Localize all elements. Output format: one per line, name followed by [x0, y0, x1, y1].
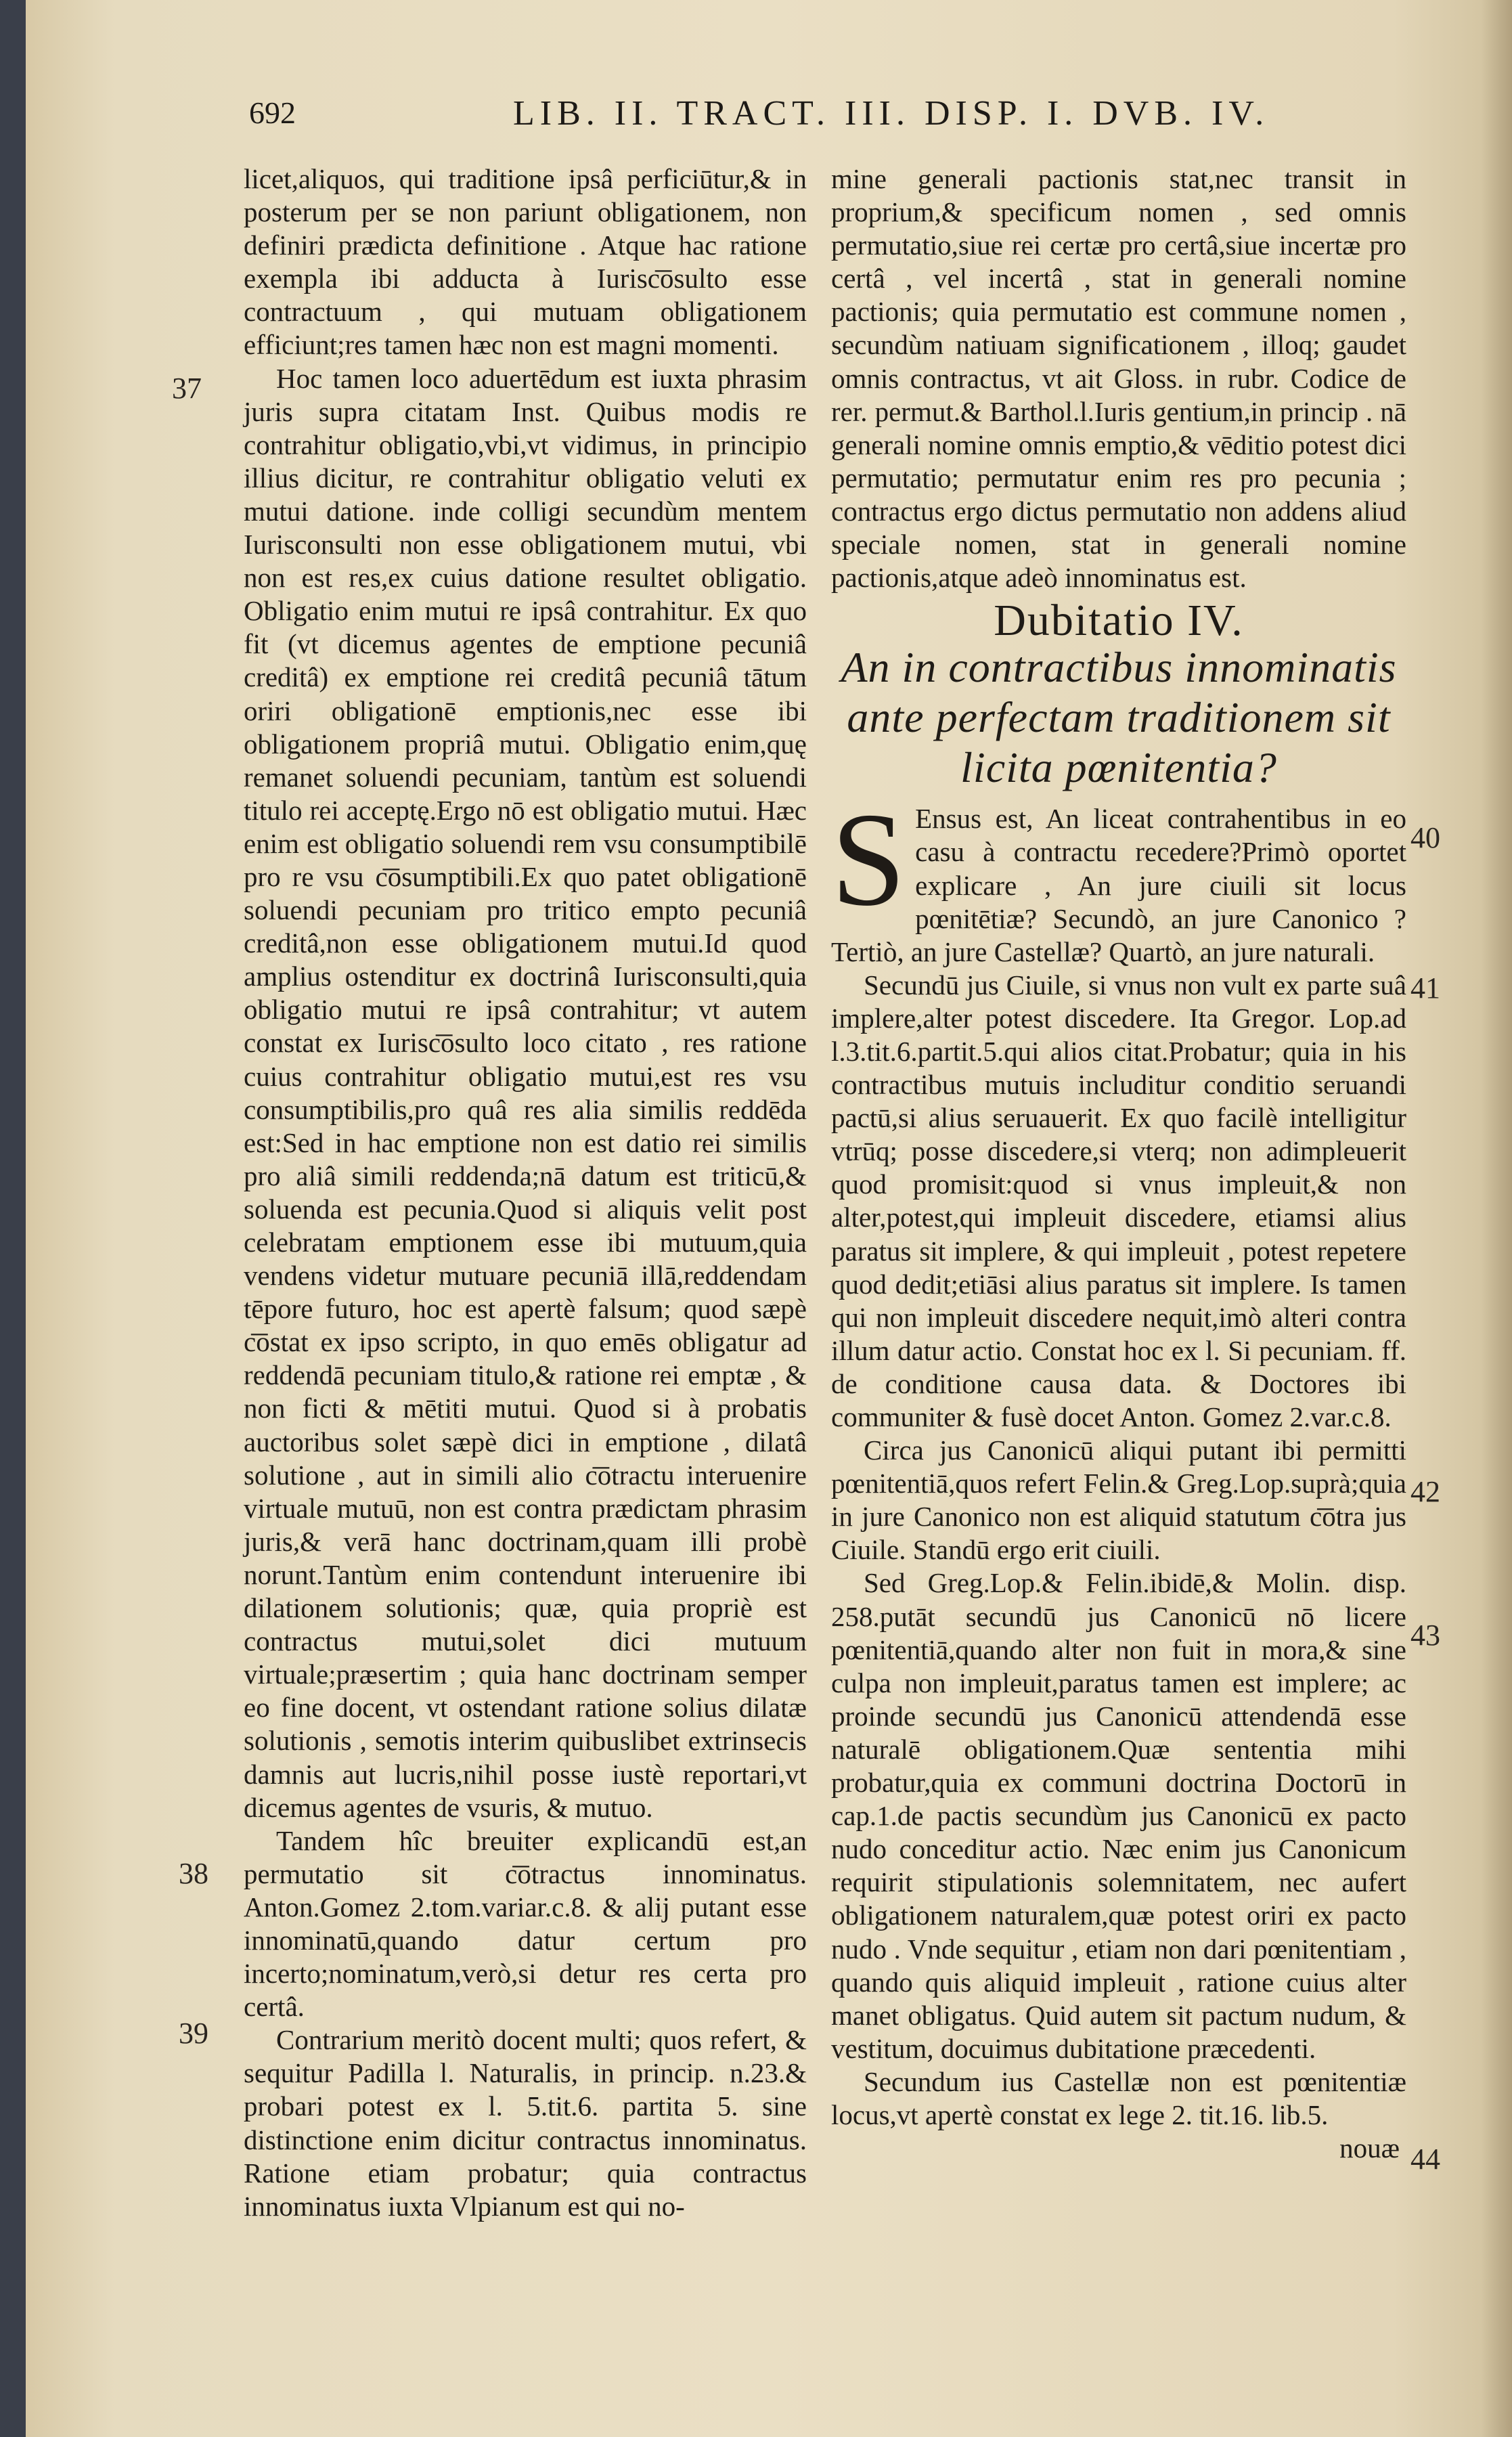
section-question: An in contractibus innominatis ante perfectam traditionem sit licita pœnitentia? — [841, 643, 1397, 792]
paragraph: Secundum ius Castellæ non est pœnitentiæ locus,vt apertè constat ex lege 2. tit.16. lib.5. — [831, 2065, 1406, 2130]
book-page — [26, 0, 1512, 2437]
paragraph: Tandem hîc breuiter explicandū est,an permutatio sit c͞otractus innominatus. Anton.Gomez 2.tom.variar.c.8. & alij putant esse innominatū,quando datur certum pro incerto;nominatum,verò,si detur res certa pro certâ. — [244, 1824, 807, 2023]
margin-number: 44 — [1410, 2143, 1440, 2176]
running-title: LIB. II. TRACT. III. DISP. I. DVB. IV. — [513, 94, 1270, 133]
margin-number: 37 — [172, 372, 202, 405]
section-heading: Dubitatio IV. — [994, 596, 1244, 646]
margin-number: 40 — [1410, 821, 1440, 854]
margin-number: 39 — [179, 2017, 208, 2050]
paragraph: Circa jus Canonicū aliqui putant ibi permitti pœnitentiā,quos refert Felin.& Greg.Lop.suprà;quia in jure Canonico non est aliquid statutum c͞otra jus Ciuile. Standū ergo erit ciuili. — [831, 1434, 1406, 1566]
margin-number: 42 — [1410, 1475, 1440, 1508]
left-column — [244, 162, 807, 2223]
running-header — [249, 80, 1413, 141]
catchword: nouæ — [1339, 2132, 1400, 2164]
paragraph: Contrarium meritò docent multi; quos refert, & sequitur Padilla l. Naturalis, in princip. n.23.& probari potest ex l. 5.tit.6. partita 5. sine distinctione enim dicitur contractus innominatus. Ratione etiam probatur; quia contractus innominatus iuxta Vlpianum est qui no- — [244, 2024, 807, 2222]
right-column — [831, 162, 1406, 2165]
paragraph: Secundū jus Ciuile, si vnus non vult ex parte suâ implere,alter potest discedere. Ita Gregor. Lop.ad l.3.tit.6.partit.5.qui alios citat.Probatur; quia in his contractibus mutuis includitur conditio seruandi pactū,si alius seruauerit. Ex quo facilè intelligitur vtrūq; posse discedere,si vterq; non adimpleuerit quod promisit:quod si vnus impleuit,& non alter,potest,qui impleuit discedere, etiamsi alius paratus sit implere, & qui impleuit , potest repetere quod dedit;etiāsi alius paratus sit implere. Is tamen qui non impleuit discedere nequit,imò alteri contra illum datur actio. Constat hoc ex l. Si pecuniam. ff. de conditione causa data. & Doctores ibi communiter & fusè docet Anton. Gomez 2.var.c.8. — [831, 969, 1406, 1432]
paragraph: mine generali pactionis stat,nec transit in proprium,& specificum nomen , sed omnis permutatio,siue rei certæ pro certâ,siue incertæ pro certâ , vel incertâ , stat in generali nomine pactionis; quia permutatio est commune nomen , secundùm natiuam significationem , illoq; gaudet omnis contractus, vt ait Gloss. in rubr. Codice de rer. permut.& Barthol.l.Iuris gentium,in princip . nā generali nomine omnis emptio,& vēditio potest dici permutatio; permutatur enim res pro pecunia ; contractus ergo dictus permutatio non addens aliud speciale nomen, stat in generali nomine pactionis,atque adeò innominatus est. — [831, 163, 1406, 594]
margin-number: 41 — [1410, 971, 1440, 1005]
margin-number: 38 — [179, 1857, 208, 1890]
paragraph: licet,aliquos, qui traditione ipsâ perficiūtur,& in posterum per se non pariunt obligationem, non definiri prædicta definitione . Atque hac ratione exempla ibi adducta à Iurisc͞osulto esse contractuum , qui mutuam obligationem efficiunt;res tamen hæc non est magni momenti. — [244, 163, 807, 361]
drop-cap: S — [831, 785, 906, 934]
paragraph: Ensus est, An liceat contrahentibus in eo casu à contractu recedere?Primò oportet explicare , An jure ciuili sit locus pœnitētiæ? Secundò, an jure Canonico ? Tertiò, an jure Castellæ? Quartò, an jure naturali. — [831, 803, 1406, 967]
paragraph: Sed Greg.Lop.& Felin.ibidē,& Molin. disp. 258.putāt secundū jus Canonicū nō licere pœnitentiā,quando alter non fuit in mora,& sine culpa non impleuit,paratus tamen est implere; ac proinde secundū jus Canonicū attendendā esse naturalē obligationem.Quæ sententia mihi probatur,quia ex communi doctrina Doctorū in cap.1.de pactis secundùm jus Canonicū ex pacto nudo conceditur actio. Næc enim jus Canonicum requirit stipulationis solemnitatem, nec aufert obligationem naturalem,quæ potest oriri ex pacto nudo . Vnde sequitur , etiam non dari pœnitentiam , quando quis aliquid impleuit , ratione cuius alter manet obligatus. Quid autem sit pactum nudum, & vestitum, docuimus dubitatione præcedenti. — [831, 1567, 1406, 2064]
margin-number: 43 — [1410, 1619, 1440, 1652]
page-gutter-shadow — [1481, 0, 1512, 2437]
paragraph: Hoc tamen loco aduertēdum est iuxta phrasim juris supra citatam Inst. Quibus modis re contrahitur obligatio,vbi,vt vidimus, in principio illius dicitur, re contrahitur obligatio veluti ex mutui datione. inde colligi secundùm mentem Iurisconsulti non esse obligationem mutui, vbi non est res,ex cuius datione resultet obligatio. Obligatio enim mutui re ipsâ contrahitur. Ex quo fit (vt dicemus agentes de emptione pecuniâ creditâ) ex emptione rei creditâ pecuniâ tātum oriri obligationē emptionis,nec esse ibi obligationem propriâ mutui. Obligatio enim,quę remanet soluendi pecuniam, tantùm est soluendi titulo rei acceptę.Ergo nō est obligatio mutui. Hæc enim est obligatio soluendi rem vsu consumptibilē pro re vsu c͞osumptibili.Ex quo patet obligationē soluendi pecuniam pro tritico empto pecuniâ creditâ,non esse obligationem mutui.Id quod amplius ostenditur ex doctrinâ Iurisconsulti,quia obligatio mutui re ipsâ contrahitur; vt autem constat ex Iurisc͞osulto loco citato , res ratione cuius contrahitur obligatio mutui,est res vsu consumptibilis,pro quâ res alia similis reddēda est:Sed in hac emptione non est datio rei similis pro aliâ simili reddenda;nā datum est triticū,& soluenda est pecunia.Quod si aliquis velit post celebratam emptionem esse ibi mutuum,quia vendens videtur mutuare pecuniā illā,reddendam tēpore futuro, hoc est apertè falsum; quod sæpè c͞ostat ex ipso scripto, in quo emēs obligatur ad reddendā pecuniam titulo,& ratione rei emptæ , & non ficti & mētiti mutui. Quod si à probatis auctoribus solet sæpè dici in emptione , dilatâ solutione , aut in simili alio c͞otractu interuenire virtuale mutuū, non est contra prædictam phrasim juris,& verā hanc doctrinam,quam illi probè norunt.Tantùm enim contendunt interuenire ibi dilationem solutionis; quæ, quia propriè est contractus mutui,solet dici mutuum virtuale;præsertim ; quia hanc doctrinam semper eo fine docent, vt ostendant ratione solius dilatæ solutionis , semotis interim quibuslibet extrinsecis damnis aut lucris,nihil posse iustè reportari,vt dicemus agentes de vsuris, & mutuo. — [244, 362, 807, 1823]
page-number: 692 — [249, 95, 296, 130]
